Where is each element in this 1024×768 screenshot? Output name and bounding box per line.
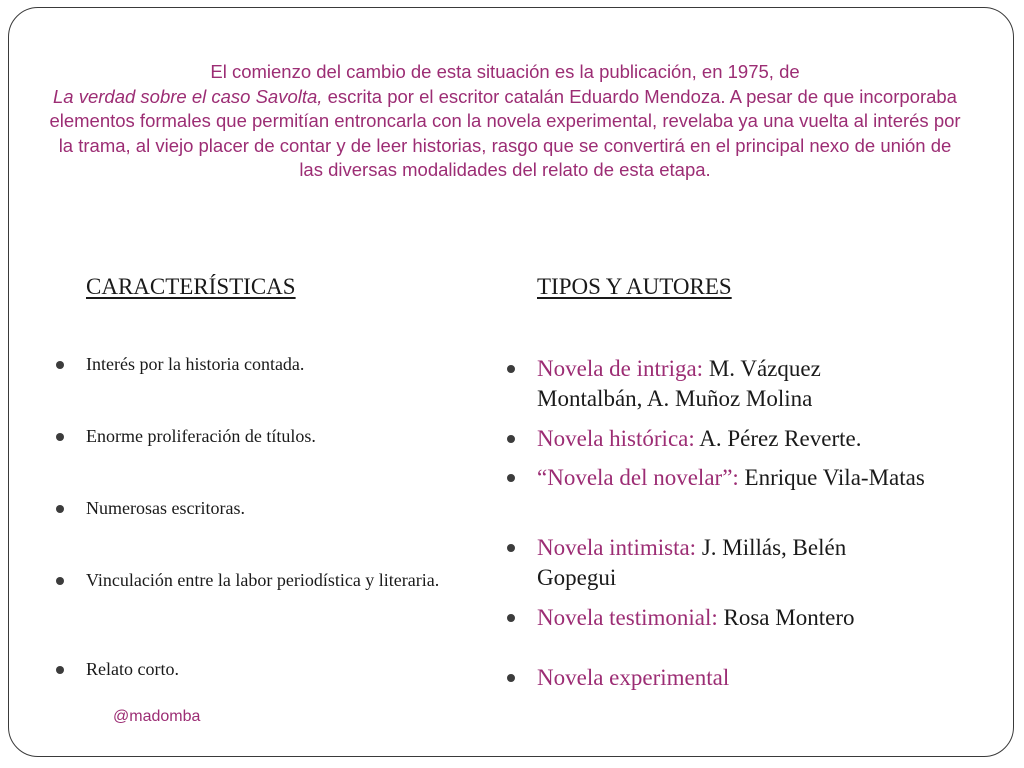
list-item	[56, 352, 456, 377]
bullet-icon	[507, 544, 515, 552]
list-item	[56, 496, 456, 521]
bullet-icon	[507, 614, 515, 622]
authors-text: Enrique Vila-Matas	[738, 465, 925, 490]
intro-rest: escrita por el escritor catalán Eduardo Mendoza. A pesar de que incorporaba elementos formales que permitían entroncarla con la novela experimental, revelaba ya una vuelta al interés por la trama, al viejo placer de contar y de leer historias, rasgo que se convertirá en el principal nexo de unión de las diversas modalidades del relato de esta etapa.	[49, 85, 961, 180]
author-handle: @madomba	[113, 708, 201, 725]
list-item	[56, 424, 456, 449]
list-item	[507, 424, 927, 454]
authors-text: J. Millás, Belén Gopegui	[537, 535, 847, 590]
list-item	[507, 603, 927, 633]
list-item	[507, 354, 927, 414]
list-item	[56, 568, 456, 593]
types-authors-heading: TIPOS Y AUTORES	[537, 274, 732, 299]
book-title: La verdad sobre el caso Savolta,	[53, 85, 323, 107]
bullet-icon	[56, 505, 64, 513]
genre-label: Novela intimista:	[537, 535, 697, 560]
list-item	[507, 533, 927, 593]
list-item-text: Enorme proliferación de títulos.	[86, 426, 316, 446]
characteristics-heading: CARACTERÍSTICAS	[86, 274, 296, 299]
bullet-icon	[507, 474, 515, 482]
bullet-icon	[56, 433, 64, 441]
genre-label: Novela experimental	[537, 665, 730, 690]
bullet-icon	[56, 361, 64, 369]
list-item-text: Relato corto.	[86, 659, 179, 679]
genre-label: “Novela del novelar”:	[537, 465, 739, 490]
bullet-icon	[56, 577, 64, 585]
bullet-icon	[507, 365, 515, 373]
bullet-icon	[56, 666, 64, 674]
intro-line-1: El comienzo del cambio de esta situación es la publicación, en 1975, de	[210, 61, 800, 82]
genre-label: Novela de intriga:	[537, 356, 704, 381]
authors-text: Rosa Montero	[717, 605, 855, 630]
list-item	[507, 663, 927, 693]
bullet-icon	[507, 435, 515, 443]
genre-label: Novela histórica:	[537, 426, 695, 451]
list-item	[56, 657, 456, 682]
authors-text: A. Pérez Reverte.	[694, 426, 862, 451]
list-item-text: Vinculación entre la labor periodística y literaria.	[86, 570, 440, 590]
list-item	[507, 463, 927, 493]
list-item-text: Numerosas escritoras.	[86, 498, 245, 518]
list-item-text: Interés por la historia contada.	[86, 354, 305, 374]
authors-text: M. Vázquez Montalbán, A. Muñoz Molina	[537, 356, 821, 411]
bullet-icon	[507, 674, 515, 682]
genre-label: Novela testimonial:	[537, 605, 718, 630]
intro-paragraph	[45, 60, 965, 183]
